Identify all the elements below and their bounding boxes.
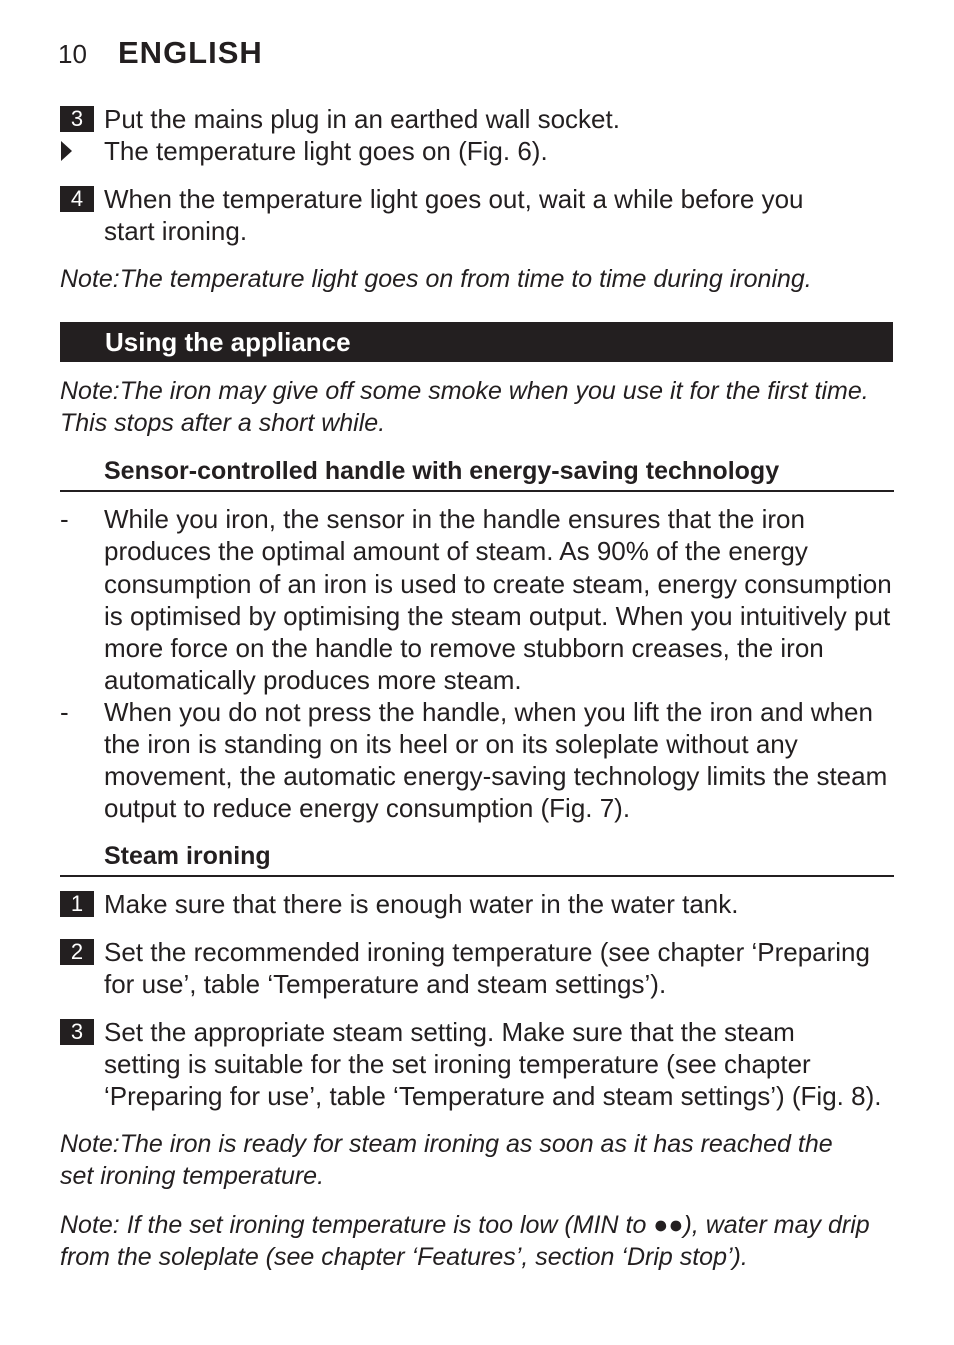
list-item-line: automatically produces more steam.	[104, 665, 522, 695]
list-item-line: movement, the automatic energy-saving technology limits the steam	[104, 761, 888, 791]
dash-marker: -	[60, 504, 69, 534]
list-item-line: produces the optimal amount of steam. As 90% of the energy	[104, 536, 808, 566]
heading-rule	[60, 490, 894, 492]
subsection-heading: Steam ironing	[104, 842, 271, 870]
note: This stops after a short while.	[60, 409, 386, 437]
list-item-line: While you iron, the sensor in the handle ensures that the iron	[104, 504, 805, 534]
note: from the soleplate (see chapter ‘Features’, section ‘Drip stop’).	[60, 1243, 748, 1271]
step-text: Put the mains plug in an earthed wall socket.	[104, 104, 620, 134]
subsection-heading: Sensor-controlled handle with energy-saving technology	[104, 457, 780, 485]
step-number: 2	[60, 939, 94, 965]
list-item-line: more force on the handle to remove stubborn creases, the iron	[104, 633, 824, 663]
step-text: start ironing.	[104, 216, 248, 246]
list-item-line: the iron is standing on its heel or on its soleplate without any	[104, 729, 798, 759]
note: Note:The iron may give off some smoke when you use it for the first time.	[60, 377, 869, 405]
list-item-line: output to reduce energy consumption (Fig. 7).	[104, 793, 631, 823]
section-bar	[60, 322, 893, 362]
note: Note:The temperature light goes on from time to time during ironing.	[60, 265, 812, 293]
step-text: ‘Preparing for use’, table ‘Temperature and steam settings’) (Fig. 8).	[104, 1081, 882, 1111]
note: Note: If the set ironing temperature is too low (MIN to ●●), water may drip	[60, 1211, 870, 1239]
page-number: 10	[58, 39, 87, 69]
note: set ironing temperature.	[60, 1162, 325, 1190]
list-item-line: consumption of an iron is used to create steam, energy consumption	[104, 569, 892, 599]
step-text: Set the recommended ironing temperature (see chapter ‘Preparing	[104, 937, 870, 967]
step-text: setting is suitable for the set ironing temperature (see chapter	[104, 1049, 811, 1079]
result-text: The temperature light goes on (Fig. 6).	[104, 136, 548, 166]
dash-marker: -	[60, 697, 69, 727]
note: Note:The iron is ready for steam ironing as soon as it has reached the	[60, 1130, 833, 1158]
list-item-line: When you do not press the handle, when you lift the iron and when	[104, 697, 873, 727]
list-item-line: is optimised by optimising the steam output. When you intuitively put	[104, 601, 891, 631]
step-text: for use’, table ‘Temperature and steam settings’).	[104, 969, 667, 999]
result-bullet-icon	[61, 141, 72, 161]
language-heading: ENGLISH	[118, 35, 263, 70]
step-text: Set the appropriate steam setting. Make sure that the steam	[104, 1017, 795, 1047]
section-title: Using the appliance	[105, 327, 351, 357]
step-number: 3	[60, 1019, 94, 1045]
heading-rule	[60, 875, 894, 877]
step-number: 3	[60, 106, 94, 132]
step-text: Make sure that there is enough water in the water tank.	[104, 889, 739, 919]
step-text: When the temperature light goes out, wait a while before you	[104, 184, 804, 214]
step-number: 4	[60, 186, 94, 212]
step-number: 1	[60, 891, 94, 917]
